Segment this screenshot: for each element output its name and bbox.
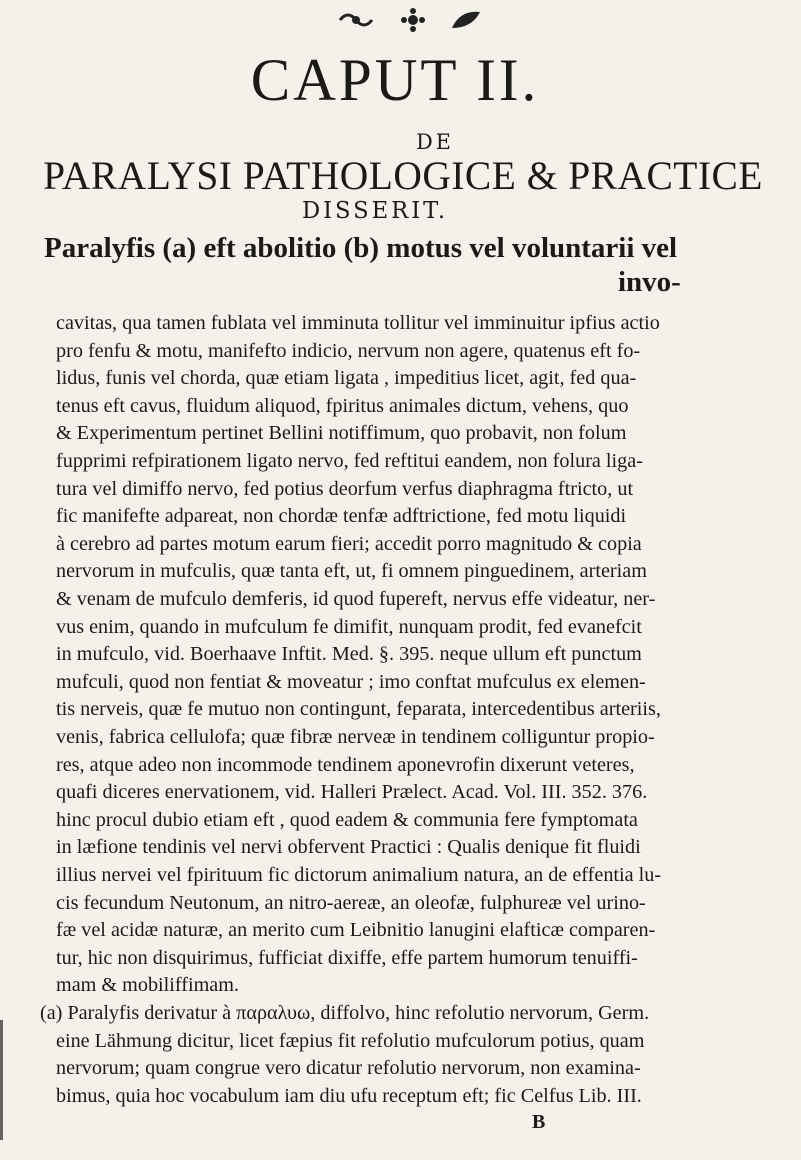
header-ornament	[300, 6, 520, 34]
ornament-leaf-icon	[450, 8, 484, 32]
chapter-title: PARALYSI PATHOLOGICE & PRACTICE	[43, 153, 763, 198]
body-line: res, atque adeo non incommode tendinem aponevrofin dixerunt veteres,	[56, 753, 635, 776]
chapter-de: DE	[416, 130, 454, 154]
body-line: tis nerveis, quæ fe mutuo non contingunt, feparata, intercedentibus arteriis,	[56, 698, 661, 721]
body-line: in læfione tendinis vel nervi obfervent Practici : Qualis denique fit fluidi	[56, 836, 641, 859]
body-line: & venam de mufculo demferis, id quod fupereft, nervus effe videatur, ner-	[56, 588, 656, 610]
footnote-line: eine Lähmung dicitur, licet fæpius fit refolutio mufculorum potius, quam	[56, 1029, 645, 1052]
body-line: hinc procul dubio etiam eft , quod eadem & communia fere fymptomata	[56, 808, 638, 831]
ornament-fleuron-icon	[336, 8, 376, 32]
lead-hyphenated-end: invo-	[618, 266, 681, 298]
body-line: cavitas, qua tamen fublata vel imminuta tollitur vel imminuitur ipfius actio	[56, 312, 660, 334]
body-line: cis fecundum Neutonum, an nitro-aereæ, an oleofæ, fulphureæ vel urino-	[56, 891, 646, 914]
page-edge-mark	[0, 1020, 3, 1140]
ornament-flower-icon	[398, 7, 428, 33]
body-line: quafi diceres enervationem, vid. Halleri Prælect. Acad. Vol. III. 352. 376.	[56, 781, 648, 804]
body-line: fupprimi refpirationem ligato nervo, fed reftitui eandem, non folura liga-	[56, 450, 643, 472]
body-line: fæ vel acidæ naturæ, an merito cum Leibnitio lanugini elafticæ comparen-	[56, 919, 656, 942]
chapter-subtitle: DISSERIT.	[301, 198, 449, 224]
body-line: tenus eft cavus, fluidum aliquod, fpiritus animales dictum, vehens, quo	[56, 394, 629, 417]
body-line: illius nervei vel fpirituum fic dictorum animalium natura, an de effentia lu-	[56, 864, 662, 886]
chapter-heading: CAPUT II.	[250, 47, 540, 113]
body-line: nervorum in mufculis, quæ tanta eft, ut, fi omnem pinguedinem, arteriam	[56, 560, 647, 583]
body-line: & Experimentum pertinet Bellini notiffimum, quo probavit, non folum	[56, 422, 627, 445]
footnote-line: nervorum; quam congrue vero dicatur refolutio nervorum, non examina-	[56, 1057, 641, 1080]
signature-mark: B	[532, 1111, 546, 1133]
body-line: mufculi, quod non fentiat & moveatur ; imo conftat mufculus ex elemen-	[56, 670, 646, 693]
body-line: lidus, funis vel chorda, quæ etiam ligata , impeditius licet, agit, fed qua-	[56, 367, 637, 390]
body-line: pro fenfu & motu, manifefto indicio, nervum non agere, quatenus eft fo-	[56, 339, 641, 362]
body-line: in mufculo, vid. Boerhaave Inftit. Med. §. 395. neque ullum eft punctum	[56, 643, 642, 666]
body-line: mam & mobiliffimam.	[56, 974, 239, 997]
body-line: venis, fabrica cellulofa; quæ fibræ nerveæ in tendinem colliguntur propio-	[56, 726, 655, 748]
body-line: fic manifefte adpareat, non chordæ tenfæ adftrictione, fed motu liquidi	[56, 505, 627, 528]
body-line: à cerebro ad partes motum earum fieri; accedit porro magnitudo & copia	[56, 532, 642, 555]
body-line: vus enim, quando in mufculum fe dimifit, nunquam prodit, fed evanefcit	[56, 615, 642, 638]
body-line: tura vel dimiffo nervo, fed potius deorfum verfus diaphragma ftricto, ut	[56, 477, 634, 500]
lead-sentence: Paralyfis (a) eft abolitio (b) motus vel voluntarii vel	[44, 232, 678, 264]
body-line: tur, hic non disquirimus, fufficiat dixiffe, effe partem humorum tenuiffi-	[56, 946, 638, 969]
footnote-line: bimus, quia hoc vocabulum iam diu ufu receptum eft; fic Celfus Lib. III.	[56, 1084, 642, 1107]
footnote-line: (a) Paralyfis derivatur à παραλυω, diffolvo, hinc refolutio nervorum, Germ.	[40, 1002, 650, 1024]
